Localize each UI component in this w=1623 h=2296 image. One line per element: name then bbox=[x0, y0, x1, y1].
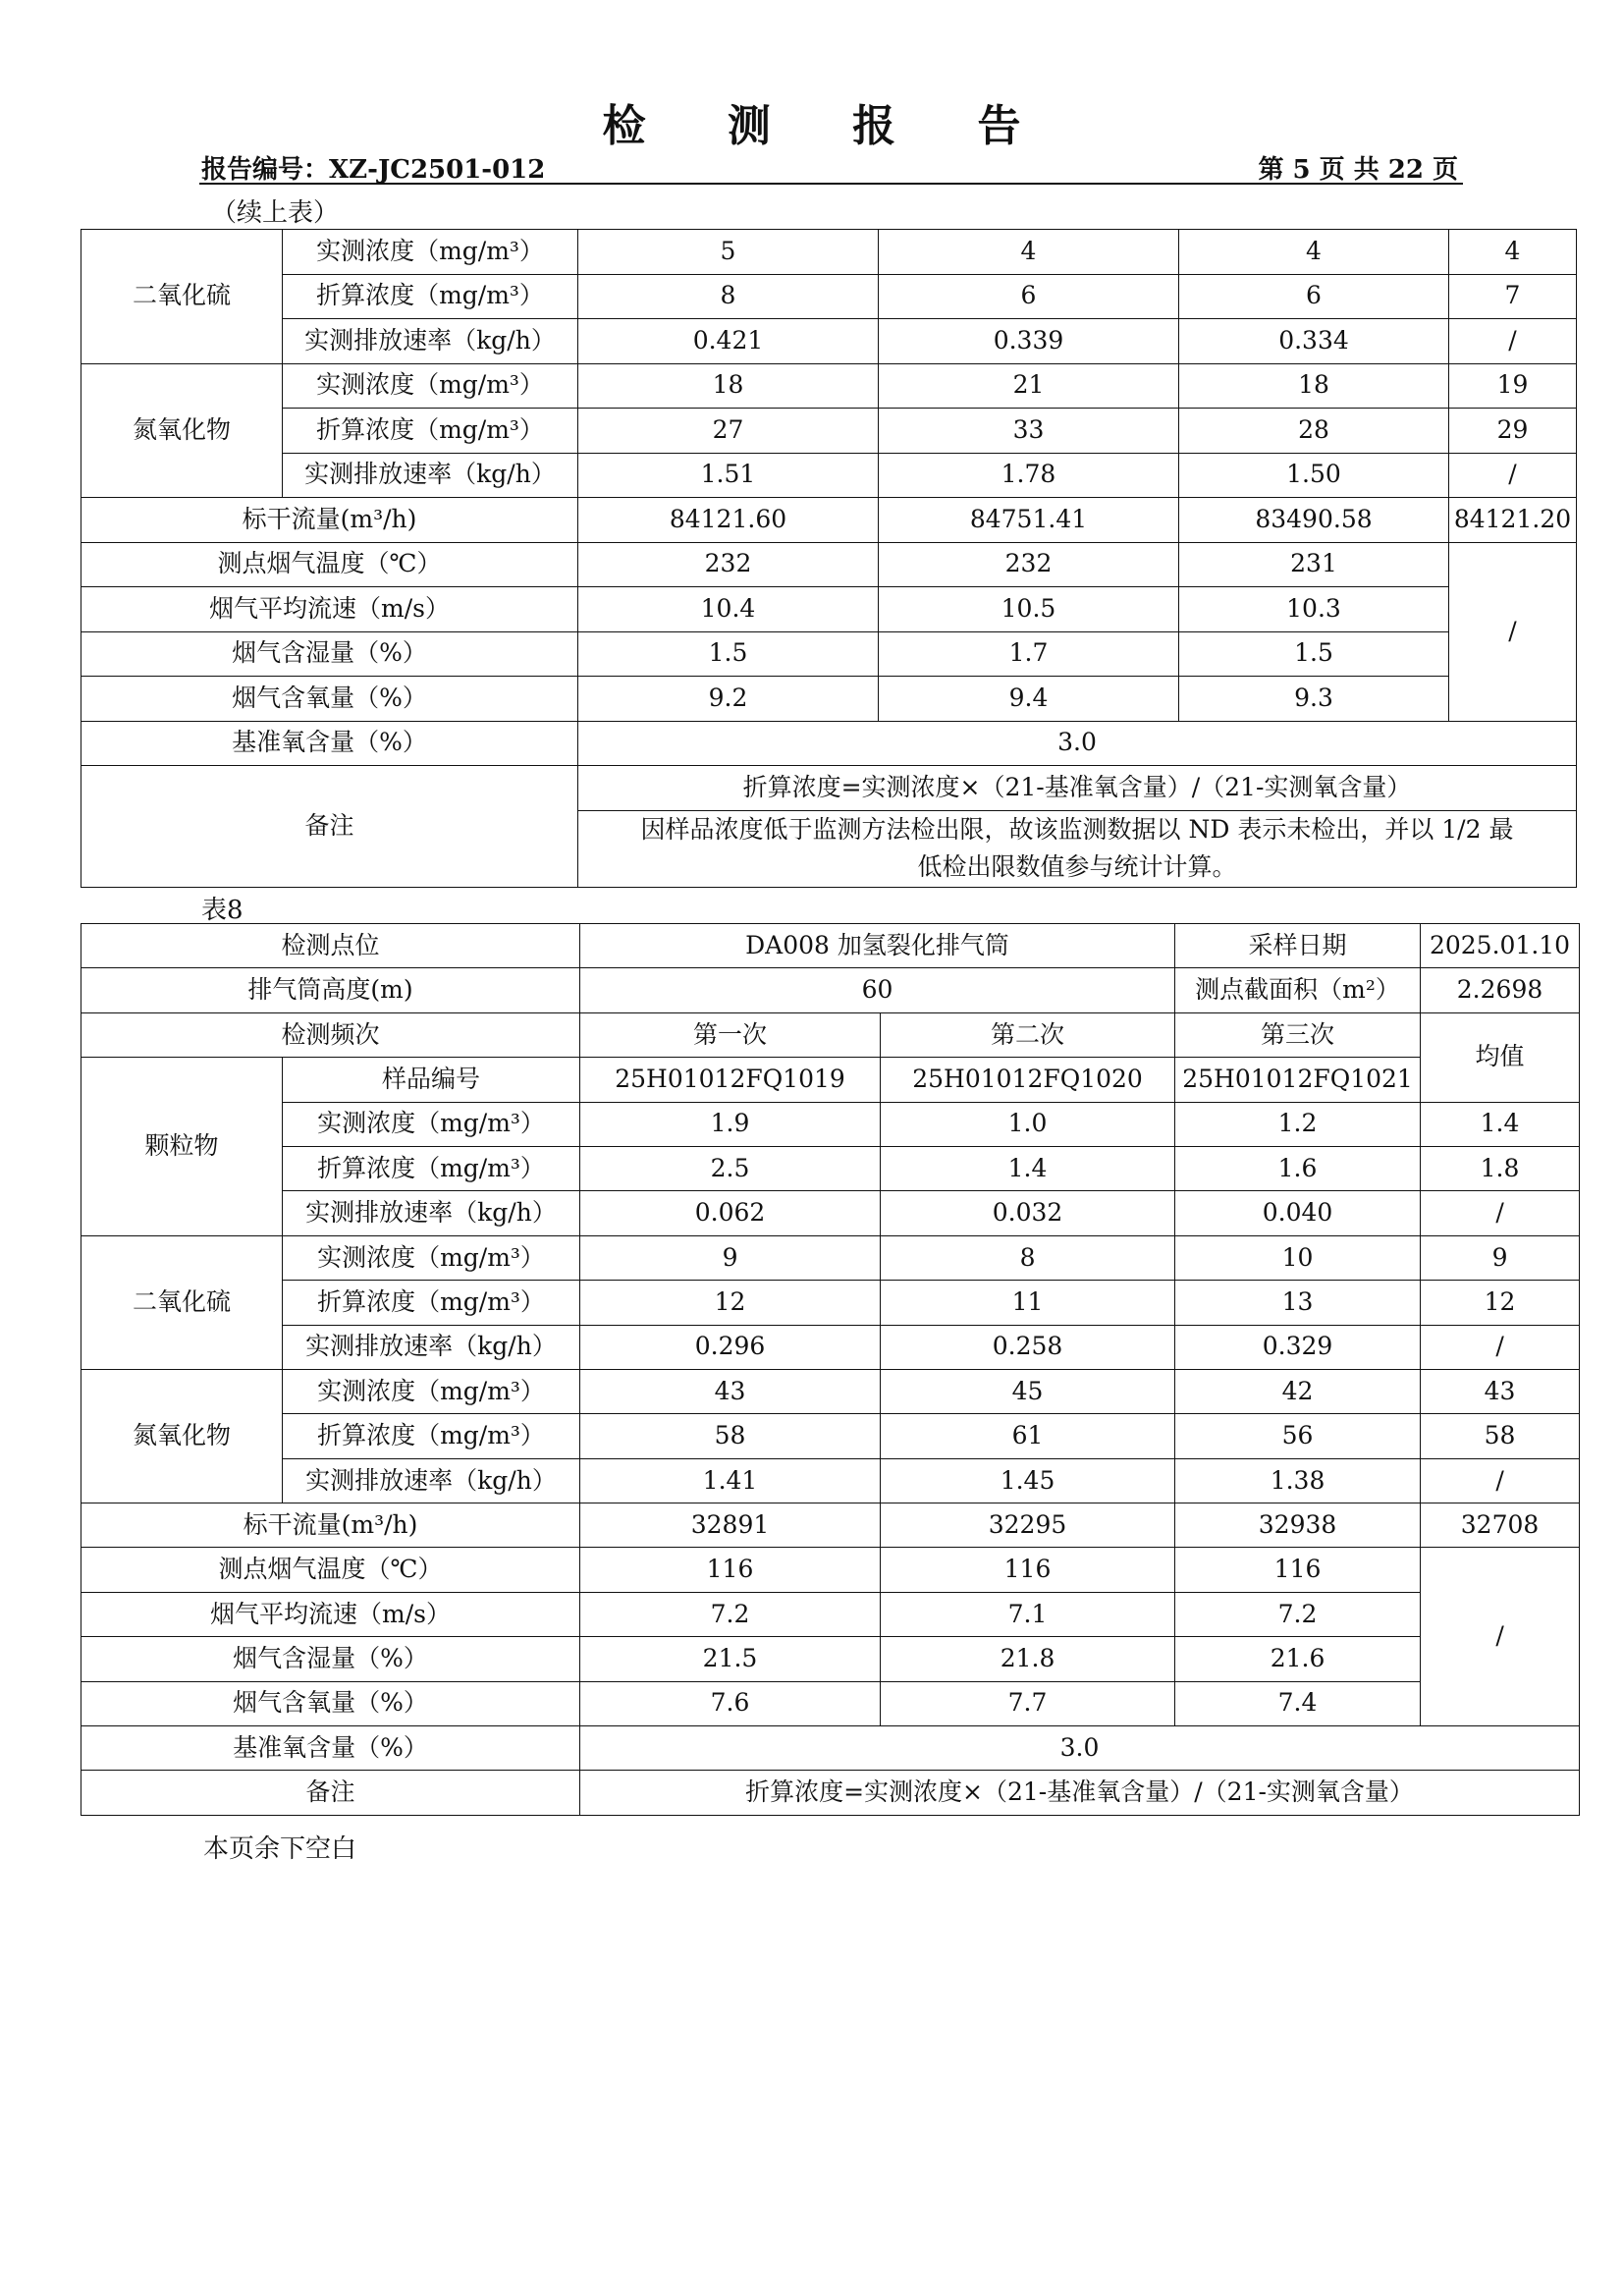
row-label: 样品编号 bbox=[283, 1058, 580, 1102]
cell: 1.38 bbox=[1175, 1458, 1421, 1503]
cell: 25H01012FQ1021 bbox=[1175, 1058, 1421, 1102]
table-row bbox=[81, 587, 1577, 632]
cell: 1.45 bbox=[881, 1458, 1175, 1503]
cell: 232 bbox=[879, 542, 1179, 587]
table-row bbox=[81, 363, 1577, 409]
table-row bbox=[81, 1325, 1580, 1369]
cell: 60 bbox=[580, 968, 1175, 1012]
cell: 32891 bbox=[580, 1503, 881, 1548]
row-label: 实测排放速率（kg/h） bbox=[283, 1325, 580, 1369]
cell: 7.1 bbox=[881, 1592, 1175, 1636]
table-row bbox=[81, 1235, 1580, 1280]
cell: 12 bbox=[1421, 1281, 1580, 1325]
cell: 231 bbox=[1179, 542, 1449, 587]
cell: 8 bbox=[881, 1235, 1175, 1280]
row-label: 测点截面积（m²） bbox=[1175, 968, 1421, 1012]
cell: 2.5 bbox=[580, 1146, 881, 1190]
table-row bbox=[81, 230, 1577, 275]
row-label: 标干流量(m³/h) bbox=[81, 1503, 580, 1548]
cell: 7.2 bbox=[1175, 1592, 1421, 1636]
table-row bbox=[81, 677, 1577, 722]
cell: 7.2 bbox=[580, 1592, 881, 1636]
cell: 1.6 bbox=[1175, 1146, 1421, 1190]
cell: 10.3 bbox=[1179, 587, 1449, 632]
cell: 61 bbox=[881, 1414, 1175, 1458]
table-row bbox=[81, 1458, 1580, 1503]
table-row bbox=[81, 498, 1577, 543]
table-row bbox=[81, 1058, 1580, 1102]
cell: 84121.20 bbox=[1449, 498, 1577, 543]
cell: 25H01012FQ1020 bbox=[881, 1058, 1175, 1102]
table-row bbox=[81, 1191, 1580, 1235]
report-number: 报告编号：XZ-JC2501-012 bbox=[201, 155, 546, 185]
column-header: 第一次 bbox=[580, 1012, 881, 1057]
cell: 27 bbox=[578, 409, 879, 454]
row-label: 折算浓度（mg/m³） bbox=[283, 1281, 580, 1325]
group-label: 氮氧化物 bbox=[81, 363, 283, 498]
cell: 1.4 bbox=[1421, 1102, 1580, 1146]
cell: 2.2698 bbox=[1421, 968, 1580, 1012]
table-row bbox=[81, 1012, 1580, 1057]
remark-note bbox=[578, 810, 1577, 888]
cell: 0.421 bbox=[578, 319, 879, 364]
cell: 32938 bbox=[1175, 1503, 1421, 1548]
cell: 0.040 bbox=[1175, 1191, 1421, 1235]
row-label: 测点烟气温度（℃） bbox=[81, 542, 578, 587]
cell: 18 bbox=[578, 363, 879, 409]
table-row bbox=[81, 766, 1577, 811]
cell: 9 bbox=[1421, 1235, 1580, 1280]
cell: 7 bbox=[1449, 274, 1577, 319]
table-row bbox=[81, 968, 1580, 1012]
cell: 3.0 bbox=[578, 721, 1577, 766]
row-label: 折算浓度（mg/m³） bbox=[283, 1414, 580, 1458]
cell: 116 bbox=[580, 1548, 881, 1592]
group-label: 二氧化硫 bbox=[81, 1235, 283, 1369]
row-label: 实测浓度（mg/m³） bbox=[283, 1102, 580, 1146]
cell: 11 bbox=[881, 1281, 1175, 1325]
cell: 10 bbox=[1175, 1235, 1421, 1280]
cell: 10.5 bbox=[879, 587, 1179, 632]
cell: 1.78 bbox=[879, 453, 1179, 498]
cell: 232 bbox=[578, 542, 879, 587]
group-label: 颗粒物 bbox=[81, 1058, 283, 1236]
cell: 7.4 bbox=[1175, 1681, 1421, 1725]
row-label: 实测排放速率（kg/h） bbox=[283, 1191, 580, 1235]
cell: 84751.41 bbox=[879, 498, 1179, 543]
row-label: 烟气平均流速（m/s） bbox=[81, 587, 578, 632]
row-label: 排气筒高度(m) bbox=[81, 968, 580, 1012]
cell: / bbox=[1421, 1191, 1580, 1235]
table-row bbox=[81, 924, 1580, 968]
cell: 9 bbox=[580, 1235, 881, 1280]
row-label: 实测排放速率（kg/h） bbox=[283, 1458, 580, 1503]
table-row bbox=[81, 1548, 1580, 1592]
cell: 8 bbox=[578, 274, 879, 319]
cell: 0.032 bbox=[881, 1191, 1175, 1235]
remark-note-line-1: 因样品浓度低于监测方法检出限，故该监测数据以 ND 表示未检出，并以 1/2 最 bbox=[640, 814, 1514, 844]
group-label: 氮氧化物 bbox=[81, 1369, 283, 1503]
cell: 1.0 bbox=[881, 1102, 1175, 1146]
table-8 bbox=[81, 923, 1580, 1816]
cell: 1.41 bbox=[580, 1458, 881, 1503]
cell: 25H01012FQ1019 bbox=[580, 1058, 881, 1102]
cell: 1.50 bbox=[1179, 453, 1449, 498]
cell: 45 bbox=[881, 1369, 1175, 1413]
cell: 21.8 bbox=[881, 1637, 1175, 1681]
cell: 1.4 bbox=[881, 1146, 1175, 1190]
table-row bbox=[81, 631, 1577, 677]
table-row bbox=[81, 1102, 1580, 1146]
column-header: 第三次 bbox=[1175, 1012, 1421, 1057]
report-title: 检 测 报 告 bbox=[602, 101, 1055, 151]
row-label: 实测浓度（mg/m³） bbox=[283, 230, 578, 275]
cell: 56 bbox=[1175, 1414, 1421, 1458]
row-label: 烟气含湿量（%） bbox=[81, 631, 578, 677]
cell: 19 bbox=[1449, 363, 1577, 409]
blank-remainder-note: 本页余下空白 bbox=[203, 1834, 357, 1864]
cell: / bbox=[1449, 319, 1577, 364]
table-row bbox=[81, 1681, 1580, 1725]
cell: 116 bbox=[881, 1548, 1175, 1592]
table-row bbox=[81, 1414, 1580, 1458]
cell: 4 bbox=[1449, 230, 1577, 275]
cell: 0.339 bbox=[879, 319, 1179, 364]
continued-table bbox=[81, 229, 1577, 888]
row-label: 基准氧含量（%） bbox=[81, 721, 578, 766]
remark-note-line-2: 低检出限数值参与统计计算。 bbox=[917, 852, 1237, 882]
cell: 1.7 bbox=[879, 631, 1179, 677]
table-row bbox=[81, 319, 1577, 364]
cell: 32295 bbox=[881, 1503, 1175, 1548]
page-indicator: 第 5 页 共 22 页 bbox=[1258, 155, 1458, 185]
cell: 4 bbox=[879, 230, 1179, 275]
cell: 32708 bbox=[1421, 1503, 1580, 1548]
table-row bbox=[81, 1369, 1580, 1413]
table-row bbox=[81, 274, 1577, 319]
row-label: 烟气含氧量（%） bbox=[81, 677, 578, 722]
cell: / bbox=[1449, 453, 1577, 498]
row-label: 烟气含湿量（%） bbox=[81, 1637, 580, 1681]
table-row bbox=[81, 1146, 1580, 1190]
cell: 0.296 bbox=[580, 1325, 881, 1369]
cell: 1.8 bbox=[1421, 1146, 1580, 1190]
table-row bbox=[81, 1726, 1580, 1771]
row-label: 实测排放速率（kg/h） bbox=[283, 453, 578, 498]
table8-caption: 表8 bbox=[201, 896, 243, 925]
cell: 2025.01.10 bbox=[1421, 924, 1580, 968]
row-label: 实测浓度（mg/m³） bbox=[283, 1369, 580, 1413]
cell: 0.334 bbox=[1179, 319, 1449, 364]
row-label: 烟气平均流速（m/s） bbox=[81, 1592, 580, 1636]
remark-formula: 折算浓度=实测浓度×（21-基准氧含量）/（21-实测氧含量） bbox=[580, 1771, 1580, 1815]
cell: / bbox=[1421, 1325, 1580, 1369]
cell: 18 bbox=[1179, 363, 1449, 409]
row-label: 实测浓度（mg/m³） bbox=[283, 1235, 580, 1280]
cell: 0.258 bbox=[881, 1325, 1175, 1369]
cell: 1.5 bbox=[1179, 631, 1449, 677]
row-label: 采样日期 bbox=[1175, 924, 1421, 968]
row-label: 实测浓度（mg/m³） bbox=[283, 363, 578, 409]
cell: 58 bbox=[1421, 1414, 1580, 1458]
cell: 1.5 bbox=[578, 631, 879, 677]
cell: 1.2 bbox=[1175, 1102, 1421, 1146]
row-label: 基准氧含量（%） bbox=[81, 1726, 580, 1771]
cell: DA008 加氢裂化排气筒 bbox=[580, 924, 1175, 968]
table-row bbox=[81, 409, 1577, 454]
cell: 6 bbox=[879, 274, 1179, 319]
cell: 21.6 bbox=[1175, 1637, 1421, 1681]
cell: 7.7 bbox=[881, 1681, 1175, 1725]
column-header: 均值 bbox=[1421, 1012, 1580, 1102]
table-row bbox=[81, 453, 1577, 498]
cell: / bbox=[1421, 1548, 1580, 1726]
cell: 1.51 bbox=[578, 453, 879, 498]
header-rule bbox=[199, 183, 1463, 185]
cell: / bbox=[1421, 1458, 1580, 1503]
cell: 28 bbox=[1179, 409, 1449, 454]
cell: 42 bbox=[1175, 1369, 1421, 1413]
cell: 9.4 bbox=[879, 677, 1179, 722]
cell: 116 bbox=[1175, 1548, 1421, 1592]
cell: 84121.60 bbox=[578, 498, 879, 543]
cell: 83490.58 bbox=[1179, 498, 1449, 543]
cell: 6 bbox=[1179, 274, 1449, 319]
row-label: 测点烟气温度（℃） bbox=[81, 1548, 580, 1592]
cell: 5 bbox=[578, 230, 879, 275]
cell: 7.6 bbox=[580, 1681, 881, 1725]
table-row bbox=[81, 1592, 1580, 1636]
table-row bbox=[81, 1281, 1580, 1325]
row-label: 折算浓度（mg/m³） bbox=[283, 1146, 580, 1190]
column-header: 第二次 bbox=[881, 1012, 1175, 1057]
cell: 33 bbox=[879, 409, 1179, 454]
table-row bbox=[81, 1503, 1580, 1548]
table-row bbox=[81, 1771, 1580, 1815]
cell: 21.5 bbox=[580, 1637, 881, 1681]
row-label: 烟气含氧量（%） bbox=[81, 1681, 580, 1725]
cell: 12 bbox=[580, 1281, 881, 1325]
group-label: 二氧化硫 bbox=[81, 230, 283, 364]
table-row bbox=[81, 721, 1577, 766]
cell: / bbox=[1449, 542, 1577, 721]
row-label: 备注 bbox=[81, 766, 578, 888]
cell: 58 bbox=[580, 1414, 881, 1458]
cell: 13 bbox=[1175, 1281, 1421, 1325]
cell: 9.3 bbox=[1179, 677, 1449, 722]
cell: 0.062 bbox=[580, 1191, 881, 1235]
cell: 1.9 bbox=[580, 1102, 881, 1146]
cell: 9.2 bbox=[578, 677, 879, 722]
row-label: 检测频次 bbox=[81, 1012, 580, 1057]
cell: 10.4 bbox=[578, 587, 879, 632]
remark-formula: 折算浓度=实测浓度×（21-基准氧含量）/（21-实测氧含量） bbox=[578, 766, 1577, 811]
cell: 43 bbox=[580, 1369, 881, 1413]
table-row bbox=[81, 542, 1577, 587]
cell: 21 bbox=[879, 363, 1179, 409]
cell: 0.329 bbox=[1175, 1325, 1421, 1369]
row-label: 备注 bbox=[81, 1771, 580, 1815]
table-row bbox=[81, 1637, 1580, 1681]
cell: 29 bbox=[1449, 409, 1577, 454]
row-label: 折算浓度（mg/m³） bbox=[283, 409, 578, 454]
continued-note: （续上表） bbox=[211, 198, 340, 228]
cell: 3.0 bbox=[580, 1726, 1580, 1771]
row-label: 实测排放速率（kg/h） bbox=[283, 319, 578, 364]
row-label: 折算浓度（mg/m³） bbox=[283, 274, 578, 319]
row-label: 检测点位 bbox=[81, 924, 580, 968]
cell: 4 bbox=[1179, 230, 1449, 275]
cell: 43 bbox=[1421, 1369, 1580, 1413]
row-label: 标干流量(m³/h) bbox=[81, 498, 578, 543]
